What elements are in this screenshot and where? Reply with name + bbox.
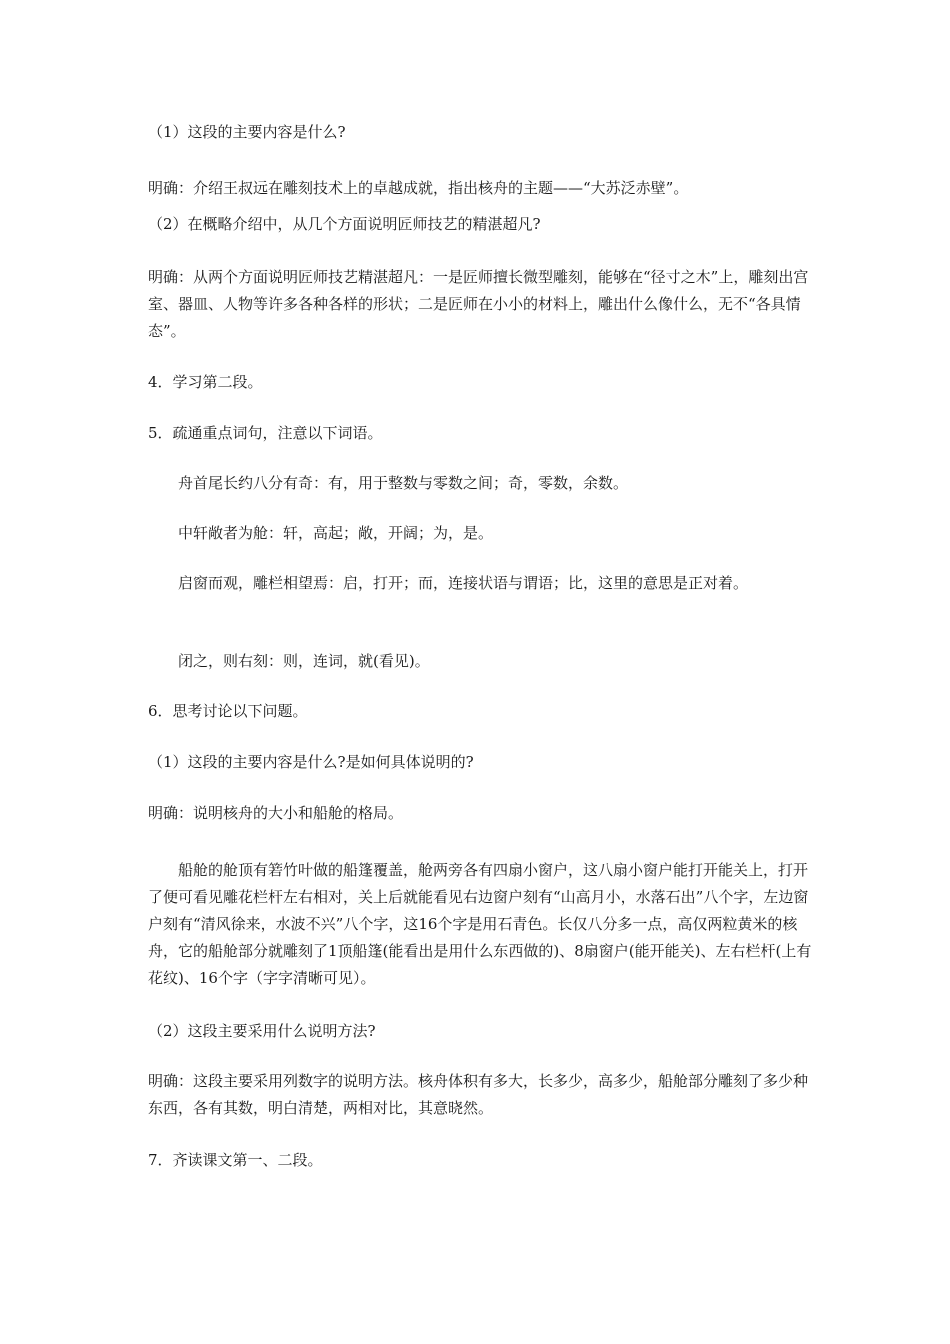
vocab-item-4: 闭之，则右刻：则，连词，就(看见)。 [178, 652, 430, 670]
step-6-heading: 6．思考讨论以下问题。 [148, 702, 308, 720]
answer-1: 明确：介绍王叔远在雕刻技术上的卓越成就，指出核舟的主题——“大苏泛赤壁”。 [148, 179, 689, 197]
question-4-method: （2）这段主要采用什么说明方法? [148, 1022, 376, 1040]
step-4-heading: 4．学习第二段。 [148, 373, 263, 391]
cabin-description-paragraph: 船舱的舱顶有箬竹叶做的船篷覆盖，舱两旁各有四扇小窗户，这八扇小窗户能打开能关上，打开了便可看见雕花栏杆左右相对，关上后就能看见右边窗户刻有“山高月小，水落石出”八个字，左边窗户刻有“清风徐来，水波不兴”八个字，这16个字是用石青色。长仅八分多一点，高仅两粒黄米的核舟，它的船舱部分就雕刻了1顶船篷(能看出是用什么东西做的)、8扇窗户(能开能关)、左右栏杆(上有花纹)、16个字（字字清晰可见）。 [148, 861, 812, 987]
step-5-heading: 5．疏通重点词句，注意以下词语。 [148, 424, 383, 442]
answer-4: 明确：这段主要采用列数字的说明方法。核舟体积有多大，长多少，高多少，船舱部分雕刻了多少种东西，各有其数，明白清楚，两相对比，其意晓然。 [148, 1072, 809, 1117]
question-2-skill-aspects: （2）在概略介绍中，从几个方面说明匠师技艺的精湛超凡? [148, 215, 541, 233]
question-3-content-method: （1）这段的主要内容是什么?是如何具体说明的? [148, 753, 474, 771]
question-1-main-content: （1）这段的主要内容是什么? [148, 123, 346, 141]
answer-2: 明确：从两个方面说明匠师技艺精湛超凡：一是匠师擅长微型雕刻，能够在“径寸之木”上，雕刻出宫室、器皿、人物等许多各种各样的形状；二是匠师在小小的材料上，雕出什么像什么，无不“各具情态”。 [148, 268, 809, 340]
answer-3: 明确：说明核舟的大小和船舱的格局。 [148, 804, 404, 822]
vocab-item-2: 中轩敞者为舱：轩，高起；敞，开阔；为，是。 [178, 524, 494, 542]
vocab-item-3: 启窗而观，雕栏相望焉：启，打开；而，连接状语与谓语；比，这里的意思是正对着。 [178, 574, 749, 592]
vocab-item-1: 舟首尾长约八分有奇：有，用于整数与零数之间；奇，零数，余数。 [178, 474, 629, 492]
step-7-heading: 7．齐读课文第一、二段。 [148, 1151, 323, 1169]
